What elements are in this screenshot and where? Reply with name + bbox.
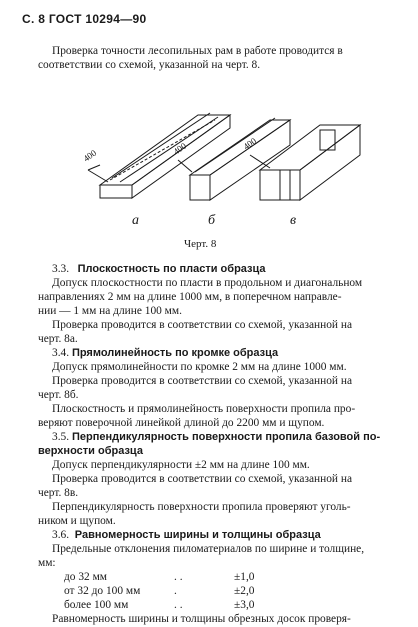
dim-label-b: 400 bbox=[171, 140, 189, 157]
s33-line-2: направлениях 2 мм на длине 1000 мм, в поперечном направле- bbox=[38, 291, 342, 303]
tolerance-dots: . . bbox=[174, 599, 183, 611]
figure-8-diagram bbox=[80, 100, 380, 230]
fig-label-b: б bbox=[208, 213, 216, 228]
tolerance-label: более 100 мм bbox=[64, 599, 129, 611]
tolerance-dots: . . bbox=[174, 571, 183, 583]
tolerance-value: ±3,0 bbox=[234, 599, 255, 611]
section-3-3-heading bbox=[52, 262, 266, 276]
fig-label-a: а bbox=[132, 213, 139, 228]
intro-line-2: соответствии со схемой, указанной на черт. 8. bbox=[38, 59, 261, 71]
section-3-5-title-cont: верхности образца bbox=[38, 445, 143, 457]
tolerance-value: ±2,0 bbox=[234, 585, 255, 597]
s36-after-1: Равномерность ширины и толщины обрезных досок проверя- bbox=[52, 613, 351, 625]
tolerance-label: от 32 до 100 мм bbox=[64, 585, 141, 597]
page-header: С. 8 ГОСТ 10294—90 bbox=[22, 12, 147, 26]
section-number: 3.6. bbox=[52, 529, 70, 541]
s35-line-1: Допуск перпендикулярности ±2 мм на длине 100 мм. bbox=[52, 459, 310, 471]
tolerance-row bbox=[64, 598, 255, 612]
s34-line-3: черт. 8б. bbox=[38, 389, 79, 401]
tolerance-row bbox=[64, 570, 255, 584]
section-number: 3.3. bbox=[52, 263, 70, 275]
s35-line-4: Перпендикулярность поверхности пропила проверяют уголь- bbox=[52, 501, 351, 513]
dim-label-a: 400 bbox=[81, 147, 99, 164]
figure-caption: Черт. 8 bbox=[184, 238, 217, 250]
section-number: 3.4. bbox=[52, 347, 70, 359]
s33-line-5: черт. 8а. bbox=[38, 333, 78, 345]
section-3-5-heading bbox=[52, 430, 380, 444]
specimen-a bbox=[88, 113, 230, 198]
section-title: Прямолинейность по кромке образца bbox=[71, 347, 279, 359]
s35-line-3: черт. 8в. bbox=[38, 487, 79, 499]
s36-line-2: мм: bbox=[38, 557, 56, 569]
tolerance-row bbox=[64, 584, 255, 598]
intro-line-1: Проверка точности лесопильных рам в работе проводится в bbox=[52, 45, 343, 57]
fig-label-c: в bbox=[290, 213, 297, 228]
section-number: 3.5. bbox=[52, 431, 70, 443]
s33-line-4: Проверка проводится в соответствии со схемой, указанной на bbox=[52, 319, 352, 331]
section-3-6-heading bbox=[52, 528, 321, 542]
section-3-4-heading bbox=[52, 346, 278, 360]
s34-line-4: Плоскостность и прямолинейность поверхности пропила про- bbox=[52, 403, 356, 415]
s33-line-1: Допуск плоскостности по пласти в продольном и диагональном bbox=[52, 277, 363, 289]
tolerance-label: до 32 мм bbox=[64, 571, 107, 583]
s33-line-3: нии — 1 мм на длине 100 мм. bbox=[38, 305, 182, 317]
s34-line-1: Допуск прямолинейности по кромке 2 мм на длине 1000 мм. bbox=[52, 361, 347, 373]
s35-line-5: ником и щупом. bbox=[38, 515, 116, 527]
tolerance-table bbox=[64, 598, 255, 612]
tolerance-value: ±1,0 bbox=[234, 571, 255, 583]
tolerance-table bbox=[64, 584, 255, 598]
section-title: Плоскостность по пласти образца bbox=[77, 263, 266, 275]
dim-label-c: 400 bbox=[241, 135, 259, 152]
s34-line-2: Проверка проводится в соответствии со схемой, указанной на bbox=[52, 375, 352, 387]
section-title: Равномерность ширины и толщины образца bbox=[74, 529, 321, 541]
s35-line-2: Проверка проводится в соответствии со схемой, указанной на bbox=[52, 473, 352, 485]
tolerance-dots: . bbox=[174, 585, 177, 597]
specimen-b bbox=[178, 118, 290, 200]
tolerance-table bbox=[64, 570, 255, 584]
s34-line-5: веряют поверочной линейкой длиной до 2200 мм и щупом. bbox=[38, 417, 325, 429]
s36-line-1: Предельные отклонения пиломатериалов по ширине и толщине, bbox=[52, 543, 365, 555]
section-title: Перпендикулярность поверхности пропила базовой по- bbox=[71, 431, 381, 443]
